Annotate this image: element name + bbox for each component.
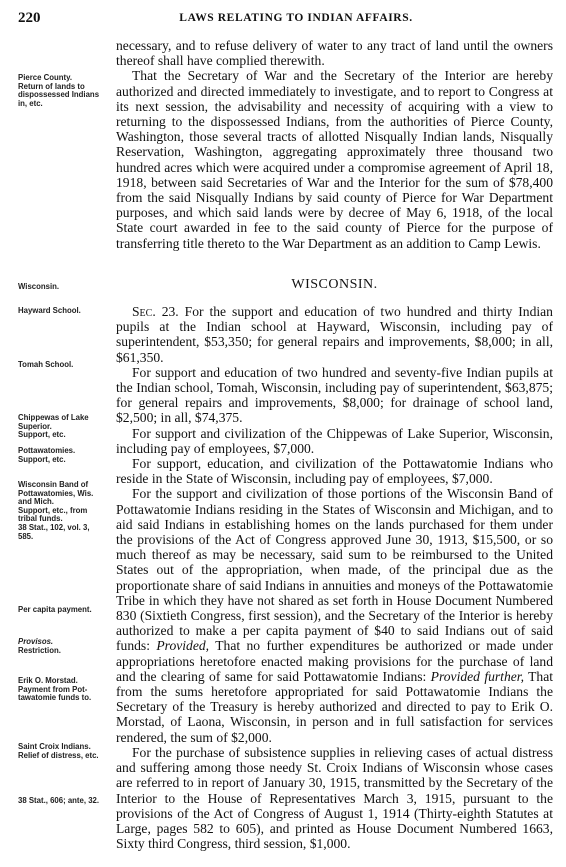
- margin-note-restriction: Restriction.: [18, 646, 61, 655]
- paragraph: For support and education of two hundred and seventy-five Indian pupils at the Indian school, Tomah, Wisconsin, including pay of superintendent, $63,875; for general repairs and improvements, $8,000; for drainage of school land, $2,500; in all, $74,375.: [116, 364, 553, 426]
- running-title: LAWS RELATING TO INDIAN AFFAIRS.: [179, 12, 413, 24]
- margin-note-chippewas: Chippewas of Lake Superior. Support, etc.: [18, 413, 89, 440]
- paragraph: For support and civilization of the Chippewas of Lake Superior, Wisconsin, including pay of employees, $7,000.: [116, 425, 553, 456]
- paragraph: necessary, and to refuse delivery of water to any tract of land until the owners thereof shall have complied therewith.: [116, 38, 553, 69]
- margin-note-per-capita: Per capita payment.: [18, 605, 92, 614]
- paragraph: [116, 486, 553, 744]
- paragraph-text: That no further expenditures be authorized or made under appropriations heretofore enacted making provisions for the purchase of land and the clearing of same for said Pottawatomie Indians:: [116, 638, 553, 684]
- section-title: WISCONSIN.: [291, 277, 378, 292]
- margin-note-wisconsin: Wisconsin.: [18, 282, 60, 291]
- margin-note-saint-croix: Saint Croix Indians. Relief of distress, etc.: [18, 742, 99, 760]
- margin-note-pottawatomies: Pottawatomies. Support, etc.: [18, 446, 76, 464]
- proviso-word: Provided,: [156, 638, 210, 654]
- margin-note-hayward: Hayward School.: [18, 306, 81, 315]
- paragraph: [116, 304, 553, 365]
- section-number: Sec. 23.: [132, 304, 179, 319]
- paragraph: For the purchase of subsistence supplies in relieving cases of actual distress and suffering among those needy St. Croix Indians of Wisconsin whose cases are referred to in report of January 30, 1915, transmitted by the Secretary of the Interior to the House of Representatives March 3, 1915, pursuant to the provisions of the Act of Congress of August 1, 1914 (Thirty-eighth Statutes at Large, pages 582 to 605), and printed as House Document Numbered 1663, Sixty third Congress, third session, $1,000.: [116, 744, 553, 852]
- margin-note-stat-585: 38 Stat., 102, vol. 3, 585.: [18, 523, 90, 541]
- margin-note-stat-606: 38 Stat., 606; ante, 32.: [18, 796, 100, 805]
- body-block-top: [116, 38, 553, 251]
- paragraph: That the Secretary of War and the Secretary of the Interior are hereby authorized and directed immediately to investigate, and to report to Congress at its next session, the advisability and necessity of acquiring with a view to returning to the dispossessed Indians, from the authorities of Pierce County, Washington, those several tracts of allotted Nisqually Indian lands, Nisqually Reservation, Washington, aggregating approximately three thousand two hundred acres which were acquired under a compromise agreement of April 18, 1918, between said Secretaries of War and the Interior for the sum of $78,400 from the said Nisqually Indians by said county of Pierce for War Department purposes, and which said lands were by decree of May 6, 1918, of the local State court awarded in fee to the said county of Pierce for the purpose of transferring title thereto to the War Department as an addition to Camp Lewis.: [116, 68, 553, 251]
- margin-note-pierce: Pierce County. Return of lands to dispossessed Indians in, etc.: [18, 73, 100, 108]
- paragraph: For support, education, and civilization of the Pottawatomie Indians who reside in the State of Wisconsin, including pay of employees, $7,000.: [116, 456, 553, 487]
- paragraph-text: For the support and education of two hundred and thirty Indian pupils at the Indian school at Hayward, Wisconsin, including pay of superintendent, $53,350; for general repairs and improvements, $8,000; in all, $61,350.: [116, 304, 553, 365]
- body-block-wisconsin: [116, 304, 553, 851]
- margin-note-provisos: Provisos.: [18, 637, 54, 646]
- page-number: 220: [18, 10, 41, 26]
- margin-note-tomah: Tomah School.: [18, 360, 74, 369]
- proviso-word: Provided further,: [430, 668, 524, 684]
- paragraph-text: For the support and civilization of those portions of the Wisconsin Band of Pottawatomie Indians residing in the States of Wisconsin and Michigan, and to aid said Indians in establishing homes on the lands purchased for them under the provisions of the Act of Congress approved June 30, 1913, $15,500, or so much thereof as may be necessary, said sum to be reimbursed to the United States out of the appropriation, when made, of the principal due as the proportionate share of said Indians in annuities and moneys of the Pottawatomie Tribe in which they have not shared as set forth in House Document Numbered 830 (Sixtieth Congress, first session), and the Secretary of the Interior is hereby authorized to make a per capita payment of $40 to said Indians out of said funds:: [116, 486, 553, 654]
- margin-note-wisconsin-band: Wisconsin Band of Pottawatomies, Wis. and Mich. Support, etc., from tribal funds.: [18, 480, 94, 524]
- margin-note-morstad: Erik O. Morstad. Payment from Pot- tawatomie funds to.: [18, 676, 92, 703]
- paragraph-text: That from the sums heretofore appropriated for said Pottawatomie Indians the Secretary of the Treasury is hereby authorized and directed to pay to Erik O. Morstad, of Laona, Wisconsin, in person and in full satisfaction for services rendered, the sum of $2,000.: [116, 668, 554, 745]
